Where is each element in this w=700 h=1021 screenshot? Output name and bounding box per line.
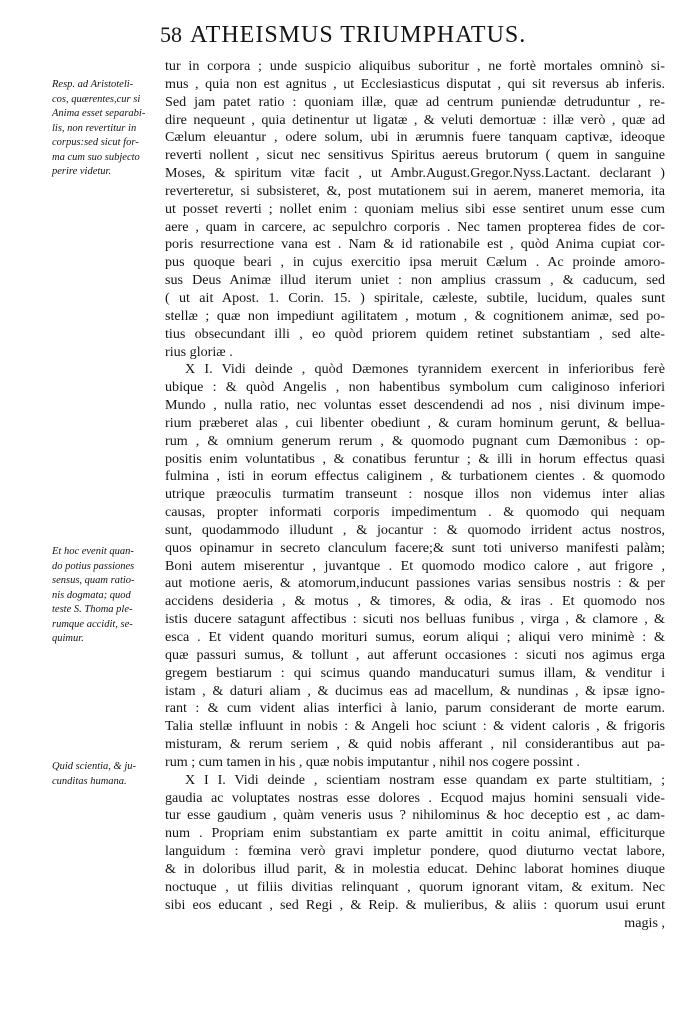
page-header — [160, 22, 660, 52]
text-line: & in doloribus illud parit, & in molestia educat. Dehinc laborat homines diuque — [165, 860, 665, 877]
text-line: fulmina , isti in eorum effectus caliginem , & turbationem cientes . & quomodo — [165, 468, 665, 485]
text-line: ut posset reverti ; nollet enim : quoniam melius sibi esse sentiret unum esse cum — [165, 200, 665, 217]
text-line: pus quoque beari , in cujus exercitio ipsa meruit Cælum . Ac proinde amoro- — [165, 254, 665, 271]
margin-note-line: corpus:sed sicut for- — [52, 137, 139, 148]
text-line: aere , quam in carcere, ac sepulchro corporis . Nec tamen propterea fides de cor- — [165, 218, 665, 235]
margin-note-knowledge-and-pleasure — [52, 760, 162, 789]
text-line: Sed jam patet ratio : quoniam illæ, quæ ad centrum puniendæ detruduntur , re- — [165, 93, 665, 110]
text-line: stellæ ; quæ non impediunt agilitatem , motum , & cognitionem animæ, sed po- — [165, 307, 665, 324]
text-line: ( ut ait Apost. 1. Corin. 15. ) spiritale, cæleste, subtile, lucidum, quales sunt — [165, 289, 665, 306]
text-line: tur esse gaudium , quàm veneris usus ? nihilominus & hoc deceptio est , ac dam- — [165, 807, 665, 824]
text-line: quæ passuri sumus, & tollunt , aut afferunt occasiones : sicuti nos agimus erga — [165, 646, 665, 663]
text-line: sibi eos educant , sed Regi , & Reip. & mulieribus, & aliis : quorum usui erunt — [165, 896, 665, 913]
margin-note-reply-to-aristotelians — [52, 78, 162, 180]
text-line: Boni autem miserentur , juvantque . Et quomodo modico calore , aut frigore , — [165, 557, 665, 574]
margin-note-line: Resp. ad Aristoteli- — [52, 79, 134, 90]
text-line: accidens desideria , & motus , & timores, & odia, & iras . Et quomodo nos — [165, 593, 665, 610]
text-line: rum , & omnium generum rerum , & quomodo pugnant cum Dæmonibus : op- — [165, 432, 665, 449]
margin-note-line: Et hoc evenit quan- — [52, 546, 134, 557]
text-line: esca . Et vident quando morituri sumus, eorum aliqui ; aliqui vero minimè : & — [165, 629, 665, 645]
margin-note-passions-of-sense — [52, 545, 162, 647]
text-line: causas, propter informati corporis impedimentum . & quomodo qui nequam — [165, 504, 665, 521]
text-line: Moses, & spiritum vitæ facit , ut Ambr.August.Gregor.Nyss.Lactant. declarant ) — [165, 165, 665, 182]
text-line: rum ; cum tamen in his , quæ nobis imputantur , nihil nos cogere possint . — [165, 753, 580, 770]
text-line: rant : & cum vident alias interfici à lanio, parum considerant de morte earum. — [165, 700, 665, 717]
text-line: noctuque , ut filiis divitias relinquant , quorum ignorant vitam, & exitum. Nec — [165, 878, 665, 895]
text-line: mus , quia non est agnitus , ut Ecclesiasticus disputat , qui sit reversus ab inferis. — [165, 75, 665, 92]
text-line: istam , & daturi aliam , & ducimus eas ad macellum, & nundinas , & ipsæ igno- — [165, 682, 665, 699]
text-line: sunt, quodammodo illudunt , & jocantur : & quomodo irrident actus nostros, — [165, 521, 665, 538]
text-line: Talia stellæ influunt in nobis : & Angeli hoc sciunt : & vident caloris , & frigoris — [165, 718, 665, 735]
text-line: tius obsecundant illi , eo quòd priorem quidem retinet substantiam , sed alte- — [165, 325, 665, 342]
page-number: 58 — [160, 22, 182, 47]
margin-note-line: Quid scientia, & ju- — [52, 761, 136, 772]
main-text-block — [165, 58, 665, 932]
text-line: X I. Vidi deinde , quòd Dæmones tyrannidem exercent in inferioribus ferè — [185, 361, 665, 378]
margin-note-line: quimur. — [52, 633, 84, 644]
text-line: reverteretur, si subsisteret, &, post mutationem sui in aerem, maneret memoria, ita — [165, 182, 665, 199]
margin-note-line: Anima esset separabi- — [52, 108, 146, 119]
text-line: quos opinamur in secreto clanculum facere;& sunt toti universo manifesti palàm; — [165, 539, 665, 556]
text-line: tur in corpora ; unde suspicio aliquibus suboritur , ne fortè mortales omninò si- — [165, 58, 665, 74]
text-line: gaudia ac voluptates nostras esse dolores . Ecquod majus homini sensuali vide- — [165, 789, 665, 806]
margin-note-line: perire videtur. — [52, 166, 112, 177]
margin-note-line: cos, quærentes,cur si — [52, 93, 141, 105]
text-line: poris resurrectione vana est . Nam & id rationabile est , quòd Anima cupiat cor- — [165, 236, 665, 253]
text-line: X I I. Vidi deinde , scientiam nostram esse quandam ex parte stultitiam, ; — [185, 771, 665, 788]
text-line: aut motione aeris, & atomorum,inducunt passiones varias sensibus nostris : & per — [165, 575, 665, 592]
text-line: misturam, & rerum seriem , & quid nobis afferant , nil considerantibus aut pa- — [165, 736, 665, 753]
text-line: magis , — [624, 914, 665, 931]
text-line: rius gloriæ . — [165, 343, 233, 360]
text-line: positis enim voluntatibus , & conatibus feruntur ; & illi in horum effectus quasi — [165, 450, 665, 467]
text-line: Mundo , nulla ratio, nec voluntas esset descendendi ad nos , nisi divinum impe- — [165, 397, 665, 414]
text-line: rium præberet alas , cui libenter obediunt , & curam hominum gerunt, & bellua- — [165, 414, 665, 431]
text-line: sus Deus Animæ illud iterum uniet : non amplius crassum , & caducum, sed — [165, 272, 665, 289]
text-line: gregem bestiarum : qui scimus quando manducaturi sumus illam, & venditur i — [165, 664, 665, 681]
margin-note-line: sensus, quam ratio- — [52, 575, 135, 586]
margin-note-line: ma cum suo subjecto — [52, 151, 140, 163]
margin-note-line: lis, non revertitur in — [52, 122, 137, 134]
margin-note-line: cunditas humana. — [52, 775, 127, 787]
margin-note-line: do potius passiones — [52, 560, 135, 572]
running-title: ATHEISMUS TRIUMPHATUS. — [190, 22, 527, 48]
text-line: dire nequeunt , quia detinentur ut ligatæ , & veluti demortuæ : illæ verò , quæ ad — [165, 111, 665, 128]
text-line: reverti nollent , sicut nec sensitivus Spiritus aereus brutorum ( quem in sanguine — [165, 147, 665, 164]
text-line: utrique præoculis turmatim transeunt : nosque illos non videmus inter alias — [165, 486, 665, 503]
text-line: num . Propriam enim substantiam ex parte amittit in coitu animal, efficiturque — [165, 825, 665, 842]
text-line: Cælum eleuantur , odere solum, ubi in ærumnis fuere tanquam captivæ, ideoque — [165, 129, 665, 146]
text-line: ubique : & quòd Angelis , non habentibus symbolum cum caliginoso inferiori — [165, 379, 665, 396]
text-line: languidum : fœmina verò gravi impletur pondere, quod diuturno vectat labore, — [165, 843, 665, 860]
margin-note-line: rumque accidit, se- — [52, 618, 133, 630]
margin-note-line: nis dogmata; quod — [52, 589, 131, 601]
text-line: istis ducere satagunt affectibus : sicuti nos belluas funibus , virga , & clamore , & — [165, 611, 665, 628]
margin-note-line: teste S. Thoma ple- — [52, 604, 133, 615]
